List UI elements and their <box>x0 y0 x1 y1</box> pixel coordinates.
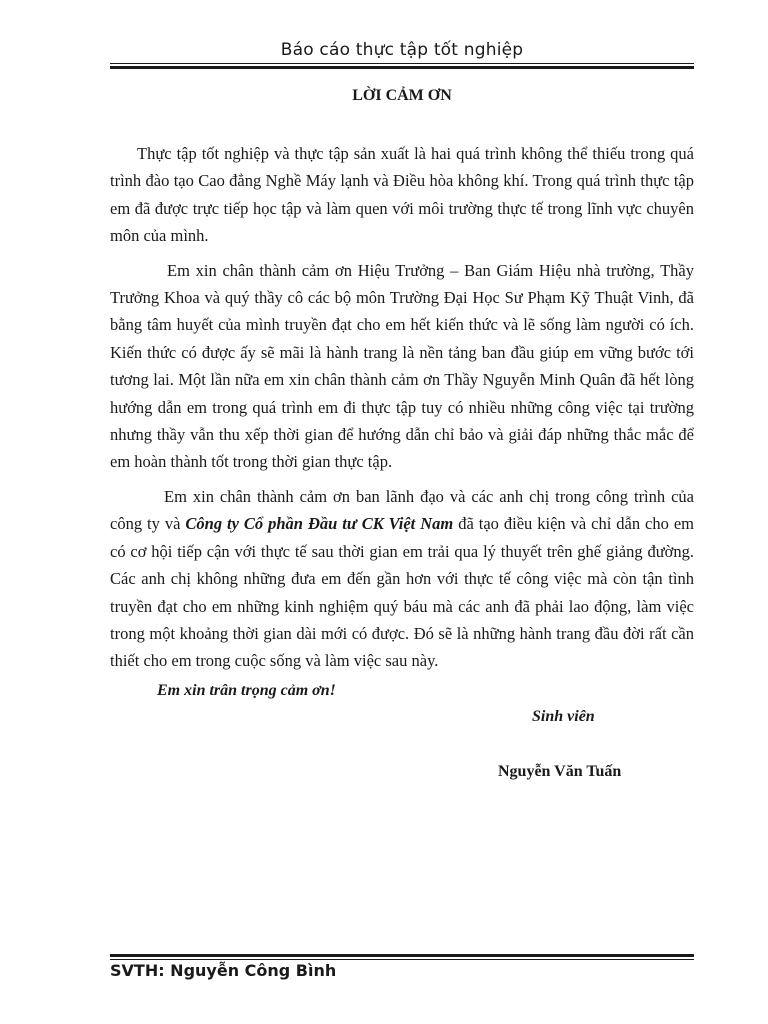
signer-name: Nguyễn Văn Tuấn <box>498 763 622 780</box>
paragraph-school-thanks: Em xin chân thành cảm ơn Hiệu Trưởng – Ban Giám Hiệu nhà trường, Thầy Trưởng Khoa và quý thầy cô các bộ môn Trường Đại Học Sư Phạm Kỹ Thuật Vinh, đã bằng tâm huyết của mình truyền đạt cho em hết kiến thức và lẽ sống làm người có ích. Kiến thức có được ấy sẽ mãi là hành trang là nền tảng ban đầu giúp em vững bước tới tương lai. Một lần nữa em xin chân thành cảm ơn Thầy Nguyễn Minh Quân đã hết lòng hướng dẫn em trong quá trình em đi thực tập tuy có nhiều những công việc tại trường nhưng thầy vẫn thu xếp thời gian để hướng dẫn chỉ bảo và giải đáp những thắc mắc để em hoàn thành tốt trong thời gian thực tập. <box>110 260 694 472</box>
document-title: LỜI CẢM ƠN <box>352 87 452 104</box>
closing-line: Em xin trân trọng cảm ơn! <box>157 682 336 699</box>
header-rule-thin <box>110 63 694 64</box>
paragraph-intro: Thực tập tốt nghiệp và thực tập sản xuất là hai quá trình không thể thiếu trong quá trình đào tạo Cao đẳng Nghề Máy lạnh và Điều hòa không khí. Trong quá trình thực tập em đã được trực tiếp học tập và làm quen với môi trường thực tế trong lĩnh vực chuyên môn của mình. <box>110 144 694 246</box>
footer-author: SVTH: Nguyễn Công Bình <box>110 961 337 980</box>
company-name: Công ty Cổ phần Đầu tư CK Việt Nam <box>185 514 454 534</box>
page-header-title: Báo cáo thực tập tốt nghiệp <box>280 40 524 60</box>
paragraph-company-text-start: Em xin chân thành cảm ơn ban lãnh đạo và các anh chị trong công trình của công ty và <box>110 486 694 534</box>
paragraph-company-text-end: đã tạo điều kiện và chỉ dẫn cho em có cơ hội tiếp cận với thực tế sau thời gian em trải qua lý thuyết trên ghế giảng đường. Các anh chị không những đưa em đến gần hơn với thực tế công việc mà còn tận tình truyền đạt cho em những kinh nghiệm quý báu mà các anh đã phải lao động, làm việc trong một khoảng thời gian dài mới có được. Đó sẽ là những hành trang đầu đời rất cần thiết cho em trong cuộc sống và làm việc sau này. <box>110 514 695 671</box>
footer-rule-thick <box>110 954 694 957</box>
signer-role: Sinh viên <box>532 708 595 725</box>
header-rule-thick <box>110 66 694 69</box>
document-body <box>110 140 694 682</box>
paragraph-company-thanks <box>110 483 694 675</box>
footer-rule-thin <box>110 959 694 960</box>
